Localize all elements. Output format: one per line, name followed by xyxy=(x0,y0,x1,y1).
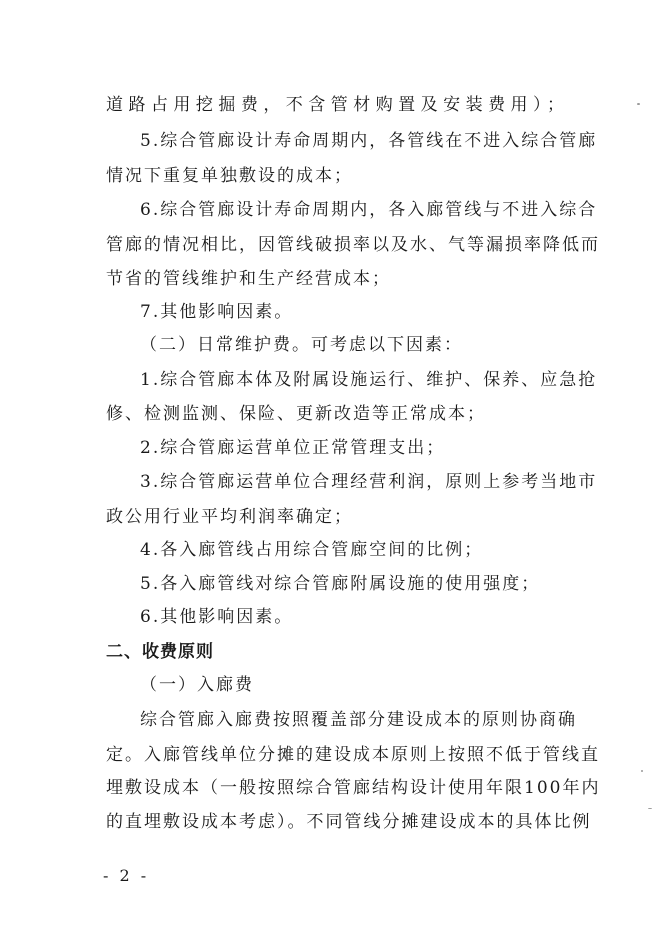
text-line: 情况下重复单独敷设的成本； xyxy=(106,166,353,186)
text-line: 管廊的情况相比，因管线破损率以及水、气等漏损率降低而 xyxy=(106,235,600,255)
text-line: 5.各入廊管线对综合管廊附属设施的使用强度； xyxy=(140,574,541,594)
page-number: - 2 - xyxy=(103,866,150,885)
section-heading: 二、收费原则 xyxy=(106,642,214,662)
text-line: 5.综合管廊设计寿命周期内，各管线在不进入综合管廊 xyxy=(140,131,598,151)
text-line: （二）日常维护费。可考虑以下因素： xyxy=(140,335,463,355)
text-line: 修、检测监测、保险、更新改造等正常成本； xyxy=(106,404,486,424)
subsection-heading: （一）入廊费 xyxy=(140,675,254,695)
text-line: 7.其他影响因素。 xyxy=(140,302,294,322)
text-line: 节省的管线维护和生产经营成本； xyxy=(106,269,391,289)
text-line: 6.综合管廊设计寿命周期内，各入廊管线与不进入综合 xyxy=(140,200,598,220)
scan-speck xyxy=(641,770,643,772)
text-line: 综合管廊入廊费按照覆盖部分建设成本的原则协商确 xyxy=(140,710,577,730)
text-line: 政公用行业平均利润率确定； xyxy=(106,507,353,527)
text-line: 6.其他影响因素。 xyxy=(140,607,294,627)
scan-speck xyxy=(648,808,652,809)
text-line: 4.各入廊管线占用综合管廊空间的比例； xyxy=(140,540,484,560)
text-line: 2.综合管廊运营单位正常管理支出； xyxy=(140,438,446,458)
text-line: 1.综合管廊本体及附属设施运行、维护、保养、应急抢 xyxy=(140,370,598,390)
text-line: 埋敷设成本（一般按照综合管廊结构设计使用年限100年内 xyxy=(106,778,601,798)
scan-speck xyxy=(637,103,640,105)
text-line: 道路占用挖掘费，不含管材购置及安装费用）； xyxy=(106,95,566,115)
text-line: 3.综合管廊运营单位合理经营利润，原则上参考当地市 xyxy=(140,472,598,492)
text-line: 定。入廊管线单位分摊的建设成本原则上按照不低于管线直 xyxy=(106,745,600,765)
text-line: 的直埋敷设成本考虑）。不同管线分摊建设成本的具体比例 xyxy=(106,812,592,832)
